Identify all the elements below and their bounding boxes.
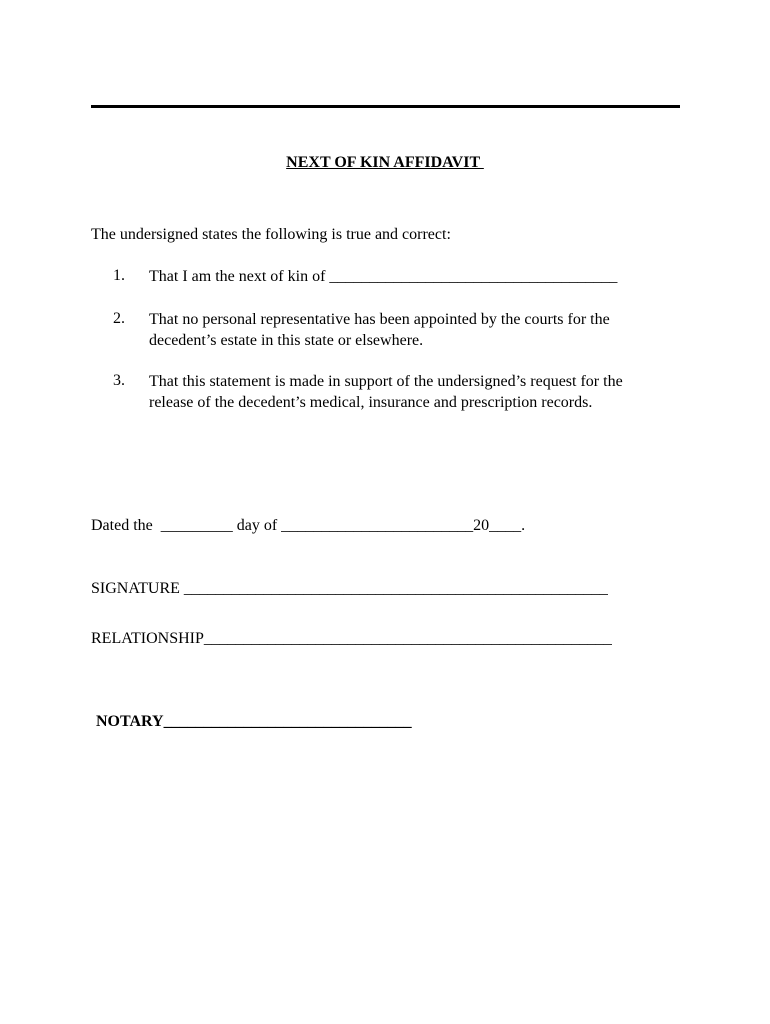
item-text: That no personal representative has been appointed by the courts for the decedent’s estate in this state or elsewhere. [149, 311, 610, 349]
item-text: That this statement is made in support of the undersigned’s request for the release of the decedent’s medical, insurance and prescription records. [149, 373, 623, 411]
intro-statement: The undersigned states the following is true and correct: [91, 226, 451, 243]
signature-line: SIGNATURE _____________________________________________________ [91, 580, 608, 597]
item-number: 1. [113, 267, 125, 284]
document-title: NEXT OF KIN AFFIDAVIT [286, 154, 484, 171]
relationship-line: RELATIONSHIP___________________________________________________ [91, 630, 612, 647]
item-number: 2. [113, 310, 125, 327]
top-horizontal-rule [91, 105, 680, 108]
notary-line: NOTARY_______________________________ [96, 713, 412, 730]
dated-line: Dated the _________ day of ________________________20____. [91, 517, 526, 534]
item-number: 3. [113, 372, 125, 389]
item-text: That I am the next of kin of ____________________________________ [149, 268, 618, 285]
